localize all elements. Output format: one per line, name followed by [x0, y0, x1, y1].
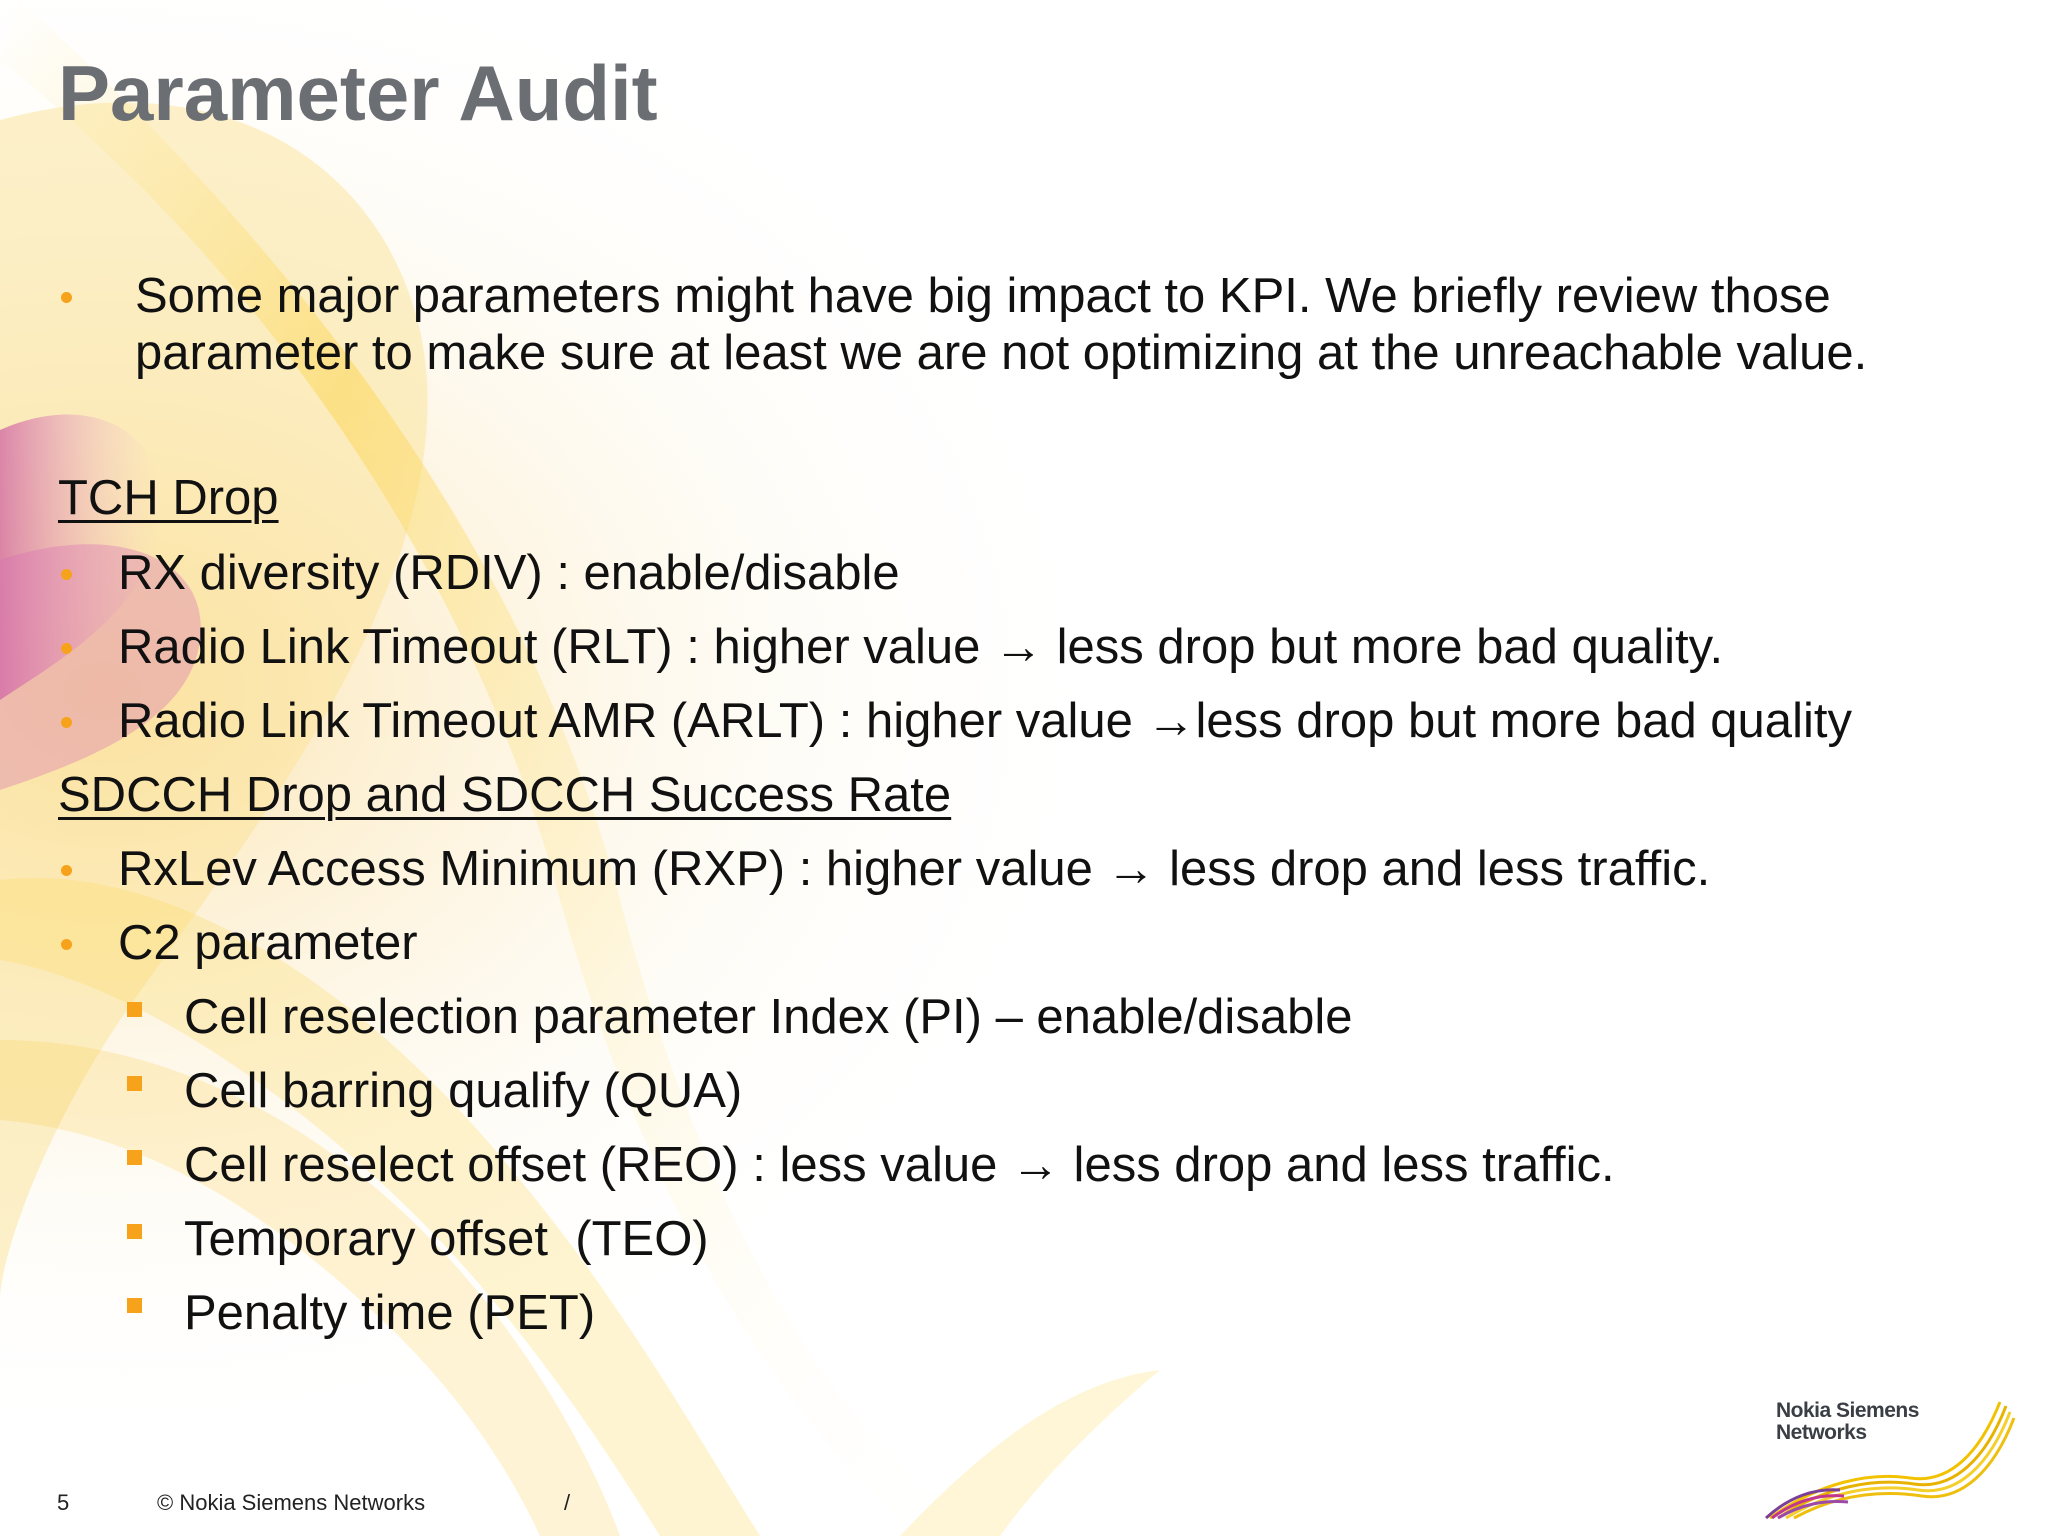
intro-line-1: Some major parameters might have big impact to KPI. We briefly review those [135, 269, 1831, 323]
bullet-square-icon [127, 1298, 142, 1313]
bullet-square-icon [127, 1002, 142, 1017]
nokia-siemens-logo [1760, 1392, 2020, 1522]
intro-paragraph [135, 268, 2015, 382]
section-heading-sdcch: SDCCH Drop and SDCCH Success Rate [58, 768, 952, 822]
bullet-square-icon [127, 1076, 142, 1091]
sub-list-item: Cell reselect offset (REO) : less value → less drop and less traffic. [184, 1138, 1615, 1192]
page-number: 5 [57, 1490, 70, 1515]
bullet-square-icon [127, 1224, 142, 1239]
intro-line-2: parameter to make sure at least we are not optimizing at the unreachable value. [135, 326, 1868, 380]
bullet-dot-icon [61, 939, 72, 950]
sub-list-item: Penalty time (PET) [184, 1286, 596, 1340]
bullet-dot-icon [61, 865, 72, 876]
list-item: RxLev Access Minimum (RXP) : higher value → less drop and less traffic. [118, 842, 1711, 896]
footer-separator: / [564, 1490, 571, 1515]
bullet-dot-icon [61, 292, 72, 303]
slide-title: Parameter Audit [58, 49, 658, 137]
sub-list-item: Cell reselection parameter Index (PI) – enable/disable [184, 990, 1353, 1044]
list-item: Radio Link Timeout AMR (ARLT) : higher value →less drop but more bad quality [118, 694, 1852, 748]
logo-line-2: Networks [1776, 1421, 1867, 1444]
logo-line-1: Nokia Siemens [1776, 1399, 1919, 1422]
list-item: RX diversity (RDIV) : enable/disable [118, 546, 900, 600]
section-heading-tch-drop: TCH Drop [58, 471, 279, 525]
bullet-dot-icon [61, 717, 72, 728]
bullet-dot-icon [61, 643, 72, 654]
bullet-square-icon [127, 1150, 142, 1165]
list-item: C2 parameter [118, 916, 418, 970]
bullet-dot-icon [61, 569, 72, 580]
logo-wave-icon [1760, 1392, 2020, 1522]
copyright-text: © Nokia Siemens Networks [157, 1490, 426, 1515]
sub-list-item: Temporary offset (TEO) [184, 1212, 709, 1266]
sub-list-item: Cell barring qualify (QUA) [184, 1064, 743, 1118]
list-item: Radio Link Timeout (RLT) : higher value → less drop but more bad quality. [118, 620, 1724, 674]
